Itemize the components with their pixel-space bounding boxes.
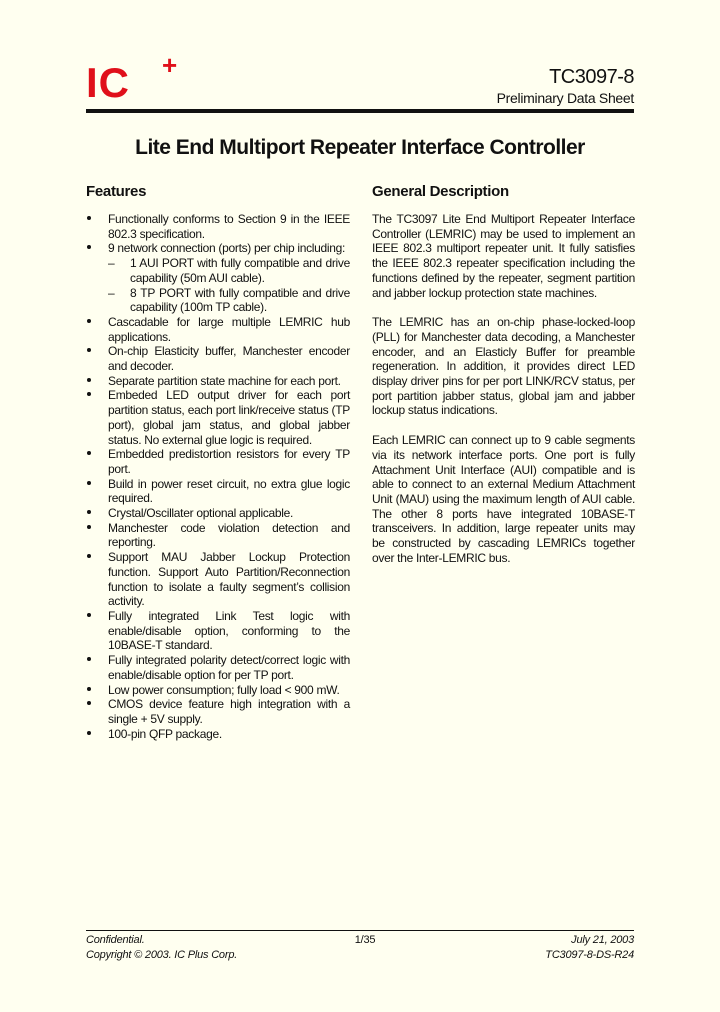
list-item: Manchester code violation detection and reporting. — [86, 521, 350, 550]
document-id: TC3097-8 — [549, 66, 634, 88]
bullet-icon — [87, 731, 91, 735]
page-title: Lite End Multiport Repeater Interface Controller — [135, 136, 585, 159]
list-item: Support MAU Jabber Lockup Protection function. Support Auto Partition/Reconnection function to isolate a faulty segment’s collision activity. — [86, 550, 350, 609]
sub-list-item: – 8 TP PORT with fully compatible and drive capability (100m TP cable). — [108, 285, 350, 315]
features-list — [86, 212, 350, 741]
bullet-icon — [87, 510, 91, 514]
description-section — [372, 182, 635, 580]
copyright-note: Copyright © 2003. IC Plus Corp. — [86, 949, 238, 961]
document-type: Preliminary Data Sheet — [496, 90, 634, 106]
bullet-icon — [87, 451, 91, 455]
bullet-icon — [87, 319, 91, 323]
bullet-icon — [87, 348, 91, 352]
bullet-icon — [87, 554, 91, 558]
list-item: Fully integrated Link Test logic with enable/disable option, conforming to the 10BASE-T standard. — [86, 609, 350, 653]
list-item: Embeded LED output driver for each port partition status, each port link/receive status (TP port), global jam status, and global jabber status. No external glue logic is required. — [86, 388, 350, 447]
company-logo — [86, 50, 196, 110]
page-number: 1/35 — [354, 934, 376, 946]
footer-right — [545, 933, 634, 963]
features-section — [86, 182, 350, 741]
list-item: Build in power reset circuit, no extra glue logic required. — [86, 477, 350, 506]
footer-left — [86, 933, 237, 963]
bullet-icon — [87, 392, 91, 396]
header-rule — [86, 109, 634, 113]
confidential-note: Confidential. — [86, 934, 145, 946]
list-item: CMOS device feature high integration with a single + 5V supply. — [86, 697, 350, 726]
dash-icon: – — [108, 285, 115, 300]
bullet-icon — [87, 525, 91, 529]
list-item: Crystal/Oscillater optional applicable. — [86, 506, 350, 521]
list-item: Cascadable for large multiple LEMRIC hub applications. — [86, 315, 350, 344]
list-item: Separate partition state machine for each port. — [86, 374, 350, 389]
bullet-icon — [87, 245, 91, 249]
features-heading: Features — [86, 183, 147, 200]
dash-icon: – — [108, 256, 115, 271]
list-item: 100-pin QFP package. — [86, 727, 350, 742]
list-item: 9 network connection (ports) per chip including: – 1 AUI PORT with fully compatible and drive capability (50m AUI cable). – 8 TP PORT with fully compatible and drive capability (100m TP cable). — [86, 241, 350, 315]
bullet-icon — [87, 216, 91, 220]
list-item: Low power consumption; fully load < 900 mW. — [86, 683, 350, 698]
description-paragraph: The LEMRIC has an on-chip phase-locked-loop (PLL) for Manchester data decoding, a Manchester encoder, and an Elasticly Buffer for preamble regeneration. In addition, it provides direct LED display driver pins for per port LINK/RCV status, per port partition jabber status, global jam and jabber lockup status indications. — [372, 315, 635, 418]
sub-list — [108, 256, 350, 315]
bullet-icon — [87, 657, 91, 661]
list-item: Functionally conforms to Section 9 in the IEEE 802.3 specification. — [86, 212, 350, 241]
list-item: Fully integrated polarity detect/correct logic with enable/disable option for per TP port. — [86, 653, 350, 682]
bullet-icon — [87, 613, 91, 617]
sub-list-item: – 1 AUI PORT with fully compatible and drive capability (50m AUI cable). — [108, 256, 350, 285]
footer-doc-code: TC3097-8-DS-R24 — [545, 949, 634, 961]
bullet-icon — [87, 701, 91, 705]
logo-plus-mark: + — [162, 50, 178, 80]
list-item: On-chip Elasticity buffer, Manchester encoder and decoder. — [86, 344, 350, 373]
bullet-icon — [87, 481, 91, 485]
description-paragraph: The TC3097 Lite End Multiport Repeater Interface Controller (LEMRIC) may be used to implement an IEEE 802.3 multiport repeater unit. It fully satisfies the IEEE 802.3 repeater specification including the functions defined by the repeater, segment partition and jabber lockup protection state machines. — [372, 212, 635, 300]
logo-text: IC — [86, 59, 130, 106]
bullet-icon — [87, 687, 91, 691]
bullet-icon — [87, 378, 91, 382]
description-paragraph: Each LEMRIC can connect up to 9 cable segments via its network interface ports. One port is fully Attachment Unit Interface (AUI) compatible and is able to connect to an external Medium Attachment Unit (MAU) using the maximum length of AUI cable. The other 8 ports have integrated 10BASE-T transceivers. In addition, large repeater units may be constructed by cascading LEMRICs together over the Inter-LEMRIC bus. — [372, 433, 635, 565]
description-heading: General Description — [372, 183, 509, 200]
footer-rule — [86, 930, 634, 931]
footer-date: July 21, 2003 — [571, 934, 634, 946]
list-item: Embedded predistortion resistors for every TP port. — [86, 447, 350, 476]
